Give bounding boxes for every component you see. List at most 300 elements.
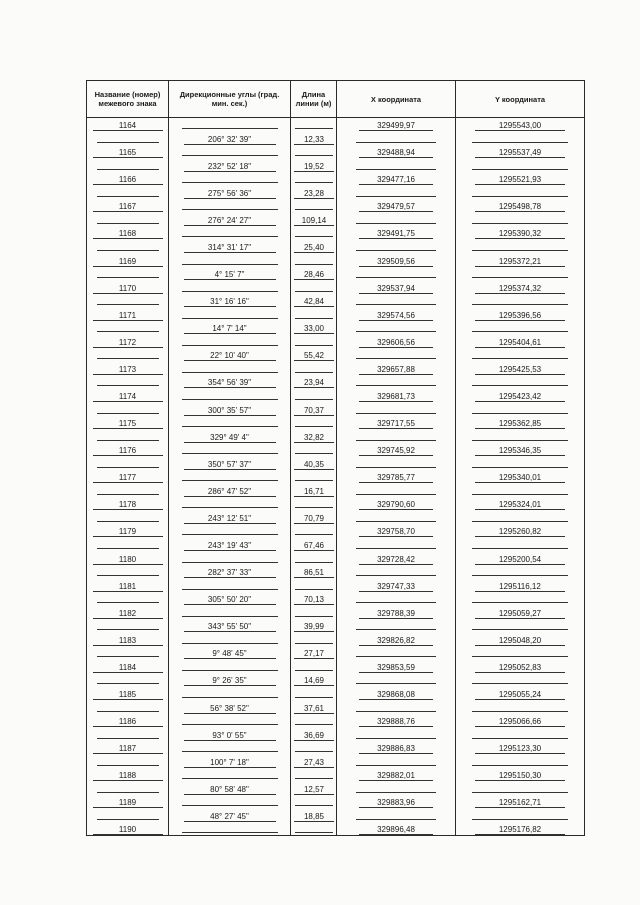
empty-cell: [356, 621, 436, 630]
empty-cell: [472, 459, 568, 468]
empty-cell: [182, 418, 278, 427]
empty-cell: [472, 675, 568, 684]
x-coordinate: 329499,97: [359, 121, 433, 131]
empty-cell: [182, 526, 278, 535]
empty-cell: [97, 134, 159, 143]
empty-cell: [182, 391, 278, 400]
empty-cell: [182, 228, 278, 237]
empty-cell: [295, 797, 333, 806]
empty-cell: [472, 215, 568, 224]
point-name: 1165: [93, 148, 163, 158]
point-row: [87, 686, 585, 700]
y-coordinate: 1295200,54: [475, 555, 565, 565]
empty-cell: [356, 215, 436, 224]
x-coordinate: 329826,82: [359, 636, 433, 646]
header-x-coordinate: X координата: [337, 81, 456, 118]
direction-angle: 282° 37' 33": [184, 568, 276, 578]
point-row: [87, 416, 585, 430]
y-coordinate: 1295176,82: [475, 825, 565, 835]
x-coordinate: 329681,73: [359, 392, 433, 402]
y-coordinate: 1295059,27: [475, 609, 565, 619]
empty-cell: [182, 554, 278, 563]
empty-cell: [295, 526, 333, 535]
point-name: 1171: [93, 311, 163, 321]
x-coordinate: 329491,75: [359, 229, 433, 239]
x-coordinate: 329479,57: [359, 202, 433, 212]
segment-row: [87, 294, 585, 308]
empty-cell: [182, 120, 278, 129]
empty-cell: [182, 716, 278, 725]
empty-cell: [472, 594, 568, 603]
empty-cell: [356, 323, 436, 332]
empty-cell: [295, 581, 333, 590]
point-row: [87, 632, 585, 646]
point-name: 1184: [93, 663, 163, 673]
segment-row: [87, 158, 585, 172]
empty-cell: [472, 323, 568, 332]
empty-cell: [295, 418, 333, 427]
line-length: 36,69: [294, 731, 334, 741]
direction-angle: 93° 0' 55": [184, 731, 276, 741]
direction-angle: 243° 12' 51": [184, 514, 276, 524]
point-row: [87, 388, 585, 402]
empty-cell: [472, 377, 568, 386]
y-coordinate: 1295404,61: [475, 338, 565, 348]
empty-cell: [97, 486, 159, 495]
point-name: 1188: [93, 771, 163, 781]
y-coordinate: 1295055,24: [475, 690, 565, 700]
empty-cell: [472, 486, 568, 495]
point-name: 1164: [93, 121, 163, 131]
x-coordinate: 329868,08: [359, 690, 433, 700]
empty-cell: [182, 662, 278, 671]
segment-row: [87, 646, 585, 660]
empty-cell: [295, 689, 333, 698]
line-length: 39,99: [294, 622, 334, 632]
point-name: 1168: [93, 229, 163, 239]
empty-cell: [472, 242, 568, 251]
y-coordinate: 1295048,20: [475, 636, 565, 646]
empty-cell: [356, 486, 436, 495]
segment-row: [87, 808, 585, 822]
empty-cell: [182, 337, 278, 346]
empty-cell: [356, 757, 436, 766]
line-length: 18,85: [294, 812, 334, 822]
point-name: 1174: [93, 392, 163, 402]
table-header-row: [87, 81, 585, 118]
x-coordinate: 329728,42: [359, 555, 433, 565]
empty-cell: [295, 662, 333, 671]
empty-cell: [472, 567, 568, 576]
empty-cell: [356, 188, 436, 197]
x-coordinate: 329785,77: [359, 473, 433, 483]
segment-row: [87, 537, 585, 551]
point-name: 1187: [93, 744, 163, 754]
y-coordinate: 1295374,32: [475, 284, 565, 294]
empty-cell: [97, 269, 159, 278]
direction-angle: 14° 7' 14": [184, 324, 276, 334]
point-name: 1169: [93, 257, 163, 267]
empty-cell: [182, 283, 278, 292]
line-length: 12,57: [294, 785, 334, 795]
direction-angle: 48° 27' 45": [184, 812, 276, 822]
x-coordinate: 329888,76: [359, 717, 433, 727]
point-name: 1183: [93, 636, 163, 646]
line-length: 28,46: [294, 270, 334, 280]
empty-cell: [97, 513, 159, 522]
point-row: [87, 118, 585, 132]
y-coordinate: 1295260,82: [475, 527, 565, 537]
empty-cell: [356, 459, 436, 468]
empty-cell: [472, 405, 568, 414]
empty-cell: [472, 621, 568, 630]
direction-angle: 286° 47' 52": [184, 487, 276, 497]
empty-cell: [182, 310, 278, 319]
x-coordinate: 329747,33: [359, 582, 433, 592]
point-name: 1173: [93, 365, 163, 375]
point-name: 1167: [93, 202, 163, 212]
empty-cell: [295, 743, 333, 752]
empty-cell: [97, 784, 159, 793]
empty-cell: [182, 824, 278, 833]
point-row: [87, 253, 585, 267]
point-name: 1179: [93, 527, 163, 537]
empty-cell: [295, 120, 333, 129]
line-length: 27,17: [294, 649, 334, 659]
line-length: 55,42: [294, 351, 334, 361]
point-name: 1181: [93, 582, 163, 592]
direction-angle: 56° 38' 52": [184, 704, 276, 714]
segment-row: [87, 619, 585, 633]
point-row: [87, 605, 585, 619]
empty-cell: [182, 743, 278, 752]
point-row: [87, 714, 585, 728]
direction-angle: 80° 58' 48": [184, 785, 276, 795]
segment-row: [87, 131, 585, 145]
segment-row: [87, 375, 585, 389]
empty-cell: [295, 256, 333, 265]
segment-row: [87, 456, 585, 470]
empty-cell: [97, 703, 159, 712]
segment-row: [87, 673, 585, 687]
empty-cell: [295, 364, 333, 373]
empty-cell: [356, 648, 436, 657]
point-row: [87, 822, 585, 836]
empty-cell: [97, 621, 159, 630]
segment-row: [87, 483, 585, 497]
segment-row: [87, 727, 585, 741]
point-row: [87, 307, 585, 321]
line-length: 42,84: [294, 297, 334, 307]
line-length: 67,46: [294, 541, 334, 551]
header-direction-angle: Дирекционные углы (град. мин. сек.): [169, 81, 291, 118]
point-row: [87, 524, 585, 538]
x-coordinate: 329477,16: [359, 175, 433, 185]
segment-row: [87, 321, 585, 335]
empty-cell: [356, 296, 436, 305]
direction-angle: 243° 19' 43": [184, 541, 276, 551]
point-row: [87, 497, 585, 511]
empty-cell: [97, 377, 159, 386]
line-length: 37,61: [294, 704, 334, 714]
x-coordinate: 329886,83: [359, 744, 433, 754]
y-coordinate: 1295346,35: [475, 446, 565, 456]
segment-row: [87, 267, 585, 281]
point-row: [87, 145, 585, 159]
segment-row: [87, 510, 585, 524]
point-name: 1189: [93, 798, 163, 808]
direction-angle: 300° 35' 57": [184, 406, 276, 416]
point-row: [87, 226, 585, 240]
empty-cell: [97, 432, 159, 441]
segment-row: [87, 754, 585, 768]
x-coordinate: 329606,56: [359, 338, 433, 348]
x-coordinate: 329883,96: [359, 798, 433, 808]
point-row: [87, 659, 585, 673]
point-name: 1178: [93, 500, 163, 510]
direction-angle: 314° 31' 17": [184, 243, 276, 253]
direction-angle: 9° 48' 45": [184, 649, 276, 659]
direction-angle: 275° 56' 36": [184, 189, 276, 199]
empty-cell: [472, 269, 568, 278]
empty-cell: [295, 391, 333, 400]
line-length: 109,14: [294, 216, 334, 226]
line-length: 12,33: [294, 135, 334, 145]
empty-cell: [295, 472, 333, 481]
segment-row: [87, 565, 585, 579]
segment-row: [87, 185, 585, 199]
point-row: [87, 280, 585, 294]
empty-cell: [97, 405, 159, 414]
direction-angle: 100° 7' 18": [184, 758, 276, 768]
empty-cell: [182, 147, 278, 156]
line-length: 16,71: [294, 487, 334, 497]
empty-cell: [356, 432, 436, 441]
empty-cell: [97, 730, 159, 739]
x-coordinate: 329509,56: [359, 257, 433, 267]
y-coordinate: 1295066,66: [475, 717, 565, 727]
x-coordinate: 329488,94: [359, 148, 433, 158]
x-coordinate: 329896,48: [359, 825, 433, 835]
direction-angle: 31° 16' 16": [184, 297, 276, 307]
y-coordinate: 1295423,42: [475, 392, 565, 402]
segment-row: [87, 212, 585, 226]
line-length: 14,69: [294, 676, 334, 686]
empty-cell: [356, 134, 436, 143]
empty-cell: [182, 770, 278, 779]
empty-cell: [295, 310, 333, 319]
x-coordinate: 329790,60: [359, 500, 433, 510]
empty-cell: [356, 269, 436, 278]
empty-cell: [356, 513, 436, 522]
direction-angle: 354° 56' 39": [184, 378, 276, 388]
y-coordinate: 1295116,12: [475, 582, 565, 592]
empty-cell: [356, 567, 436, 576]
y-coordinate: 1295162,71: [475, 798, 565, 808]
x-coordinate: 329537,94: [359, 284, 433, 294]
empty-cell: [182, 797, 278, 806]
empty-cell: [295, 283, 333, 292]
segment-row: [87, 402, 585, 416]
empty-cell: [97, 594, 159, 603]
empty-cell: [472, 161, 568, 170]
empty-cell: [97, 242, 159, 251]
empty-cell: [295, 337, 333, 346]
empty-cell: [182, 689, 278, 698]
point-row: [87, 443, 585, 457]
empty-cell: [182, 472, 278, 481]
segment-row: [87, 348, 585, 362]
empty-cell: [356, 350, 436, 359]
line-length: 23,28: [294, 189, 334, 199]
empty-cell: [356, 594, 436, 603]
empty-cell: [97, 459, 159, 468]
empty-cell: [182, 635, 278, 644]
point-name: 1170: [93, 284, 163, 294]
direction-angle: 350° 57' 37": [184, 460, 276, 470]
header-line-length: Длина линии (м): [291, 81, 337, 118]
empty-cell: [356, 161, 436, 170]
empty-cell: [97, 215, 159, 224]
line-length: 40,35: [294, 460, 334, 470]
empty-cell: [295, 445, 333, 454]
empty-cell: [472, 784, 568, 793]
empty-cell: [97, 296, 159, 305]
empty-cell: [356, 703, 436, 712]
empty-cell: [356, 405, 436, 414]
empty-cell: [472, 757, 568, 766]
header-point-name: Название (номер) межевого знака: [87, 81, 169, 118]
empty-cell: [472, 188, 568, 197]
empty-cell: [472, 513, 568, 522]
empty-cell: [97, 161, 159, 170]
y-coordinate: 1295150,30: [475, 771, 565, 781]
x-coordinate: 329574,56: [359, 311, 433, 321]
empty-cell: [97, 811, 159, 820]
point-name: 1166: [93, 175, 163, 185]
empty-cell: [97, 648, 159, 657]
empty-cell: [97, 323, 159, 332]
x-coordinate: 329853,59: [359, 663, 433, 673]
line-length: 25,40: [294, 243, 334, 253]
empty-cell: [182, 174, 278, 183]
y-coordinate: 1295324,01: [475, 500, 565, 510]
point-row: [87, 768, 585, 782]
empty-cell: [295, 635, 333, 644]
point-name: 1175: [93, 419, 163, 429]
empty-cell: [97, 540, 159, 549]
direction-angle: 305° 50' 20": [184, 595, 276, 605]
empty-cell: [356, 540, 436, 549]
x-coordinate: 329882,01: [359, 771, 433, 781]
point-row: [87, 470, 585, 484]
line-length: 19,52: [294, 162, 334, 172]
segment-row: [87, 781, 585, 795]
empty-cell: [295, 608, 333, 617]
empty-cell: [472, 432, 568, 441]
point-name: 1176: [93, 446, 163, 456]
direction-angle: 276° 24' 27": [184, 216, 276, 226]
line-length: 70,37: [294, 406, 334, 416]
point-name: 1186: [93, 717, 163, 727]
point-row: [87, 741, 585, 755]
y-coordinate: 1295396,56: [475, 311, 565, 321]
empty-cell: [472, 134, 568, 143]
point-row: [87, 199, 585, 213]
header-y-coordinate: Y координата: [456, 81, 585, 118]
x-coordinate: 329758,70: [359, 527, 433, 537]
empty-cell: [295, 716, 333, 725]
point-name: 1185: [93, 690, 163, 700]
direction-angle: 4° 15' 7": [184, 270, 276, 280]
empty-cell: [356, 784, 436, 793]
line-length: 32,82: [294, 433, 334, 443]
y-coordinate: 1295390,32: [475, 229, 565, 239]
empty-cell: [295, 824, 333, 833]
point-name: 1177: [93, 473, 163, 483]
empty-cell: [182, 201, 278, 210]
point-name: 1190: [93, 825, 163, 835]
empty-cell: [295, 228, 333, 237]
x-coordinate: 329745,92: [359, 446, 433, 456]
point-row: [87, 795, 585, 809]
y-coordinate: 1295362,85: [475, 419, 565, 429]
empty-cell: [182, 581, 278, 590]
empty-cell: [356, 242, 436, 251]
x-coordinate: 329788,39: [359, 609, 433, 619]
empty-cell: [472, 703, 568, 712]
empty-cell: [97, 350, 159, 359]
line-length: 86,51: [294, 568, 334, 578]
empty-cell: [356, 675, 436, 684]
empty-cell: [97, 757, 159, 766]
direction-angle: 232° 52' 18": [184, 162, 276, 172]
x-coordinate: 329657,88: [359, 365, 433, 375]
line-length: 70,79: [294, 514, 334, 524]
empty-cell: [472, 730, 568, 739]
empty-cell: [97, 188, 159, 197]
empty-cell: [295, 147, 333, 156]
segment-row: [87, 429, 585, 443]
empty-cell: [295, 201, 333, 210]
point-name: 1180: [93, 555, 163, 565]
y-coordinate: 1295521,93: [475, 175, 565, 185]
y-coordinate: 1295543,00: [475, 121, 565, 131]
direction-angle: 206° 32' 39": [184, 135, 276, 145]
empty-cell: [472, 350, 568, 359]
point-row: [87, 578, 585, 592]
empty-cell: [472, 296, 568, 305]
empty-cell: [182, 445, 278, 454]
empty-cell: [356, 377, 436, 386]
y-coordinate: 1295052,83: [475, 663, 565, 673]
point-name: 1172: [93, 338, 163, 348]
boundary-coordinates-table: [86, 80, 585, 836]
y-coordinate: 1295340,01: [475, 473, 565, 483]
y-coordinate: 1295498,78: [475, 202, 565, 212]
point-row: [87, 551, 585, 565]
direction-angle: 9° 26' 35": [184, 676, 276, 686]
line-length: 23,94: [294, 378, 334, 388]
empty-cell: [182, 608, 278, 617]
empty-cell: [182, 499, 278, 508]
line-length: 27,43: [294, 758, 334, 768]
y-coordinate: 1295537,49: [475, 148, 565, 158]
y-coordinate: 1295425,53: [475, 365, 565, 375]
direction-angle: 343° 55' 50": [184, 622, 276, 632]
empty-cell: [356, 730, 436, 739]
segment-row: [87, 592, 585, 606]
